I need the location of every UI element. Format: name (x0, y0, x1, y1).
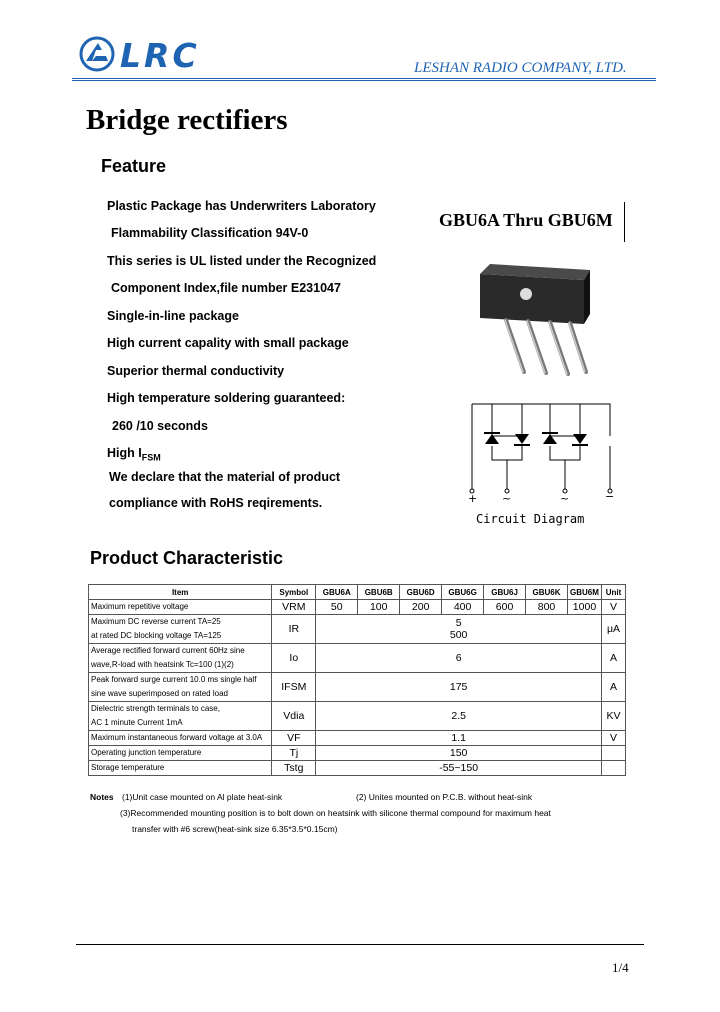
row-symbol: VRM (272, 600, 316, 615)
feature-line: We declare that the material of product (109, 470, 341, 484)
row-value: 175 (316, 673, 602, 702)
feature-line: Plastic Package has Underwriters Laboratory (107, 199, 376, 213)
row-value: 1000 (567, 600, 601, 615)
spec-table (88, 584, 626, 776)
page-title: Bridge rectifiers (86, 104, 288, 136)
row-value: 150 (316, 746, 602, 761)
row-value: -55~150 (316, 761, 602, 776)
fsm-subscript: FSM (141, 452, 161, 463)
row-unit: A (601, 673, 625, 702)
feature-line: compliance with RoHS reqirements. (109, 496, 323, 510)
row-symbol: Tj (272, 746, 316, 761)
row-value: 1.1 (316, 731, 602, 746)
row-unit: V (601, 731, 625, 746)
table-row (89, 746, 626, 761)
circuit-caption: Circuit Diagram (476, 512, 585, 526)
feature-line: 260 /10 seconds (112, 419, 208, 433)
feature-line: This series is UL listed under the Recognized (107, 254, 377, 268)
page-number: 1/4 (612, 960, 629, 975)
row-value: 50 (316, 600, 358, 615)
pin-ac2: ~ (560, 492, 570, 505)
row-unit (601, 761, 625, 776)
feature-line: High temperature soldering guaranteed: (107, 391, 346, 405)
row-item-line: Dielectric strength terminals to case, (91, 704, 220, 713)
package-image (450, 262, 600, 387)
row-unit: V (601, 600, 625, 615)
feature-line: Superior thermal conductivity (107, 364, 285, 378)
row-symbol: VF (272, 731, 316, 746)
col-header: GBU6D (400, 585, 442, 600)
table-row (89, 731, 626, 746)
feature-line (107, 446, 161, 463)
row-item-line: Peak forward surge current 10.0 ms single half (91, 675, 257, 684)
table-row (89, 761, 626, 776)
row-item-line: Maximum DC reverse current TA=25 (91, 617, 221, 626)
company-name: LESHAN RADIO COMPANY, LTD. (414, 60, 627, 76)
col-header: GBU6B (358, 585, 400, 600)
col-header: Item (89, 585, 272, 600)
row-unit: A (601, 644, 625, 673)
lrc-logo-icon (78, 34, 118, 74)
circuit-diagram (462, 400, 622, 505)
row-item (89, 673, 272, 702)
pin-ac1: ~ (502, 492, 512, 505)
note-3a: (3)Recommended mounting position is to bolt down on heatsink with silicone thermal compound for maximum heat (120, 808, 551, 818)
row-value (316, 615, 602, 644)
header-rule (72, 78, 656, 79)
row-value-line: 5 (455, 617, 462, 629)
feature-line: Component Index,file number E231047 (111, 281, 341, 295)
row-value-line: 500 (449, 629, 468, 641)
feature-heading: Feature (101, 156, 167, 176)
col-header: GBU6G (442, 585, 484, 600)
row-item-line: Average rectified forward current 60Hz sine (91, 646, 245, 655)
table-row (89, 600, 626, 615)
col-header: Symbol (272, 585, 316, 600)
table-row (89, 615, 626, 644)
row-item: Maximum repetitive voltage (89, 600, 272, 615)
row-symbol: Vdia (272, 702, 316, 731)
row-symbol: IR (272, 615, 316, 644)
row-item: Storage temperature (89, 761, 272, 776)
row-value: 800 (526, 600, 568, 615)
row-item-line: at rated DC blocking voltage TA=125 (91, 631, 222, 640)
row-item: Maximum instantaneous forward voltage at 3.0A (89, 731, 272, 746)
col-header: GBU6J (484, 585, 526, 600)
row-item (89, 702, 272, 731)
row-item-line: sine wave superimposed on rated load (91, 689, 228, 698)
row-item-line: wave,R-load with heatsink Tc=100 (1)(2) (91, 660, 234, 669)
col-header: GBU6M (567, 585, 601, 600)
row-item: Operating junction temperature (89, 746, 272, 761)
table-row (89, 673, 626, 702)
row-value: 200 (400, 600, 442, 615)
row-unit: KV (601, 702, 625, 731)
col-header: Unit (601, 585, 625, 600)
pin-plus: + (468, 492, 478, 505)
note-3b: transfer with #6 screw(heat-sink size 6.35*3.5*0.15cm) (132, 824, 338, 834)
row-value: 600 (484, 600, 526, 615)
feature-line: High current capality with small package (107, 336, 349, 350)
feature-line: Flammability Classification 94V-0 (111, 226, 309, 240)
product-heading: Product Characteristic (90, 548, 284, 568)
footer-rule (76, 944, 644, 945)
table-header-row (89, 585, 626, 600)
high-ifsm-text: High I (107, 446, 142, 460)
notes-label: Notes (90, 792, 114, 802)
row-item (89, 615, 272, 644)
table-row (89, 702, 626, 731)
note-2: (2) Unites mounted on P.C.B. without heat-sink (356, 792, 533, 802)
row-symbol: Io (272, 644, 316, 673)
row-unit (601, 746, 625, 761)
row-value: 100 (358, 600, 400, 615)
row-symbol: Tstg (272, 761, 316, 776)
row-value: 400 (442, 600, 484, 615)
row-item (89, 644, 272, 673)
col-header: GBU6A (316, 585, 358, 600)
col-header: GBU6K (526, 585, 568, 600)
header-rule (72, 80, 656, 81)
table-row (89, 644, 626, 673)
row-item-line: AC 1 minute Current 1mA (91, 718, 183, 727)
part-range: GBU6A Thru GBU6M (439, 210, 613, 230)
row-value: 2.5 (316, 702, 602, 731)
note-1: (1)Unit case mounted on Al plate heat-sink (122, 792, 283, 802)
pin-minus: − (605, 490, 615, 503)
logo-text: LRC (120, 36, 200, 75)
row-value: 6 (316, 644, 602, 673)
feature-line: Single-in-line package (107, 309, 239, 323)
row-symbol: IFSM (272, 673, 316, 702)
row-unit: μA (601, 615, 625, 644)
